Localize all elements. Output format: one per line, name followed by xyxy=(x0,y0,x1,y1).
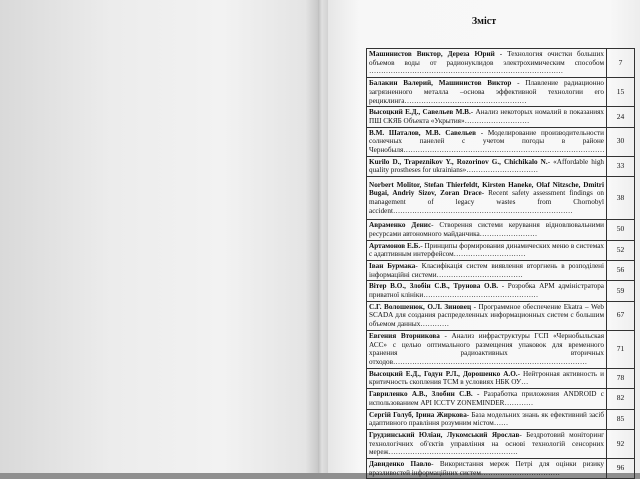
toc-title: - Recent safety assessment findings on management of legacy wastes from Chornobyl accident………………………………………………………………… xyxy=(369,189,605,215)
toc-page-number: 71 xyxy=(607,330,635,368)
toc-title: - Бездротовий моніторинг технологічних об'єктів управління на основі технологій сенсорних мереж……………………………………………… xyxy=(369,430,605,457)
toc-entry xyxy=(367,389,607,409)
toc-authors: Высоцкий Е.Д., Савельев М.В. xyxy=(369,108,471,117)
toc-entry xyxy=(367,330,607,368)
toc-authors: Авраменко Денис xyxy=(369,221,432,230)
toc-page-number: 15 xyxy=(607,78,635,107)
toc-entry xyxy=(367,220,607,240)
toc-authors: В.М. Шаталов, М.В. Савельев xyxy=(369,128,477,137)
toc-row xyxy=(367,156,635,176)
toc-title: - База модельних знань як ефективний засіб адаптивного правління розумним містом…… xyxy=(369,410,604,428)
toc-row xyxy=(367,409,635,429)
toc-page-number: 33 xyxy=(607,156,635,176)
toc-authors: Грудзинський Юліан, Лукомський Ярослав xyxy=(369,430,520,439)
toc-page-number: 30 xyxy=(607,127,635,156)
toc-authors: Евгения Вторникова xyxy=(369,331,440,340)
toc-entry xyxy=(367,78,607,107)
toc-page-number: 50 xyxy=(607,220,635,240)
toc-entry xyxy=(367,240,607,260)
toc-page-number: 7 xyxy=(607,49,635,78)
left-page xyxy=(0,0,318,473)
toc-title: - Нейтронная активность и критичность скопления ТСМ в условиях НБК ОУ… xyxy=(369,369,604,387)
toc-row xyxy=(367,368,635,388)
toc-row xyxy=(367,107,635,127)
toc-row xyxy=(367,301,635,330)
toc-title: - Класифікація систем виявлення вторгнень в розподілені інформаційні системи……………………………… xyxy=(369,261,604,279)
toc-page-number: 78 xyxy=(607,368,635,388)
toc-row xyxy=(367,49,635,78)
toc-title: - Використання мереж Петрі для оцінки ризику вразливостей інформаційних систем…………………………… xyxy=(369,460,604,477)
toc-entry xyxy=(367,409,607,429)
toc-title: - Разработка приложения ANDROID с использованием API ICCTV ZONEMINDER………… xyxy=(369,390,604,407)
toc-authors: Машинистов Виктор, Дереза Юрий xyxy=(369,50,495,58)
toc-row xyxy=(367,260,635,280)
toc-authors: Іван Бурмака xyxy=(369,261,416,270)
toc-authors: Kurilo D., Trapeznikov Y., Rozorinov G., Chichikalo N. xyxy=(369,157,548,166)
table-of-contents xyxy=(366,48,635,479)
toc-page-number: 67 xyxy=(607,301,635,330)
toc-page-number: 85 xyxy=(607,409,635,429)
toc-row xyxy=(367,240,635,260)
toc-authors: Вітер В.О., Злобін С.В., Трунова О.В. xyxy=(369,282,499,291)
toc-title: - Розробка АРМ адміністратора приватної клініки………………………………………… xyxy=(369,282,604,300)
toc-title: - Принципы формирования динамических меню в системах с адаптивным интерфейсом………………………… xyxy=(369,241,604,259)
toc-entry xyxy=(367,459,607,479)
toc-title: - Технология очистки больших объемов воды от радионуклидов электрохимическим способом ……………………………………………………………………… xyxy=(369,50,604,76)
toc-entry xyxy=(367,107,607,127)
toc-page-number: 59 xyxy=(607,281,635,301)
toc-entry xyxy=(367,156,607,176)
toc-authors: Высоцкий Е.Д., Годун Р.Л., Дорошенко А.О. xyxy=(369,369,518,378)
toc-row xyxy=(367,389,635,409)
toc-title: - Моделирование производительности солнечных панелей с учетом погоды в районе Чернобыля………………………………………………………………………… xyxy=(369,128,605,155)
toc-row xyxy=(367,459,635,479)
toc-body xyxy=(367,49,635,479)
toc-row xyxy=(367,177,635,220)
toc-row xyxy=(367,281,635,301)
toc-title: - Анализ некоторых номалий в показаниях ПШ СКЯБ Объекта «Укрытия»……………………… xyxy=(369,108,605,125)
toc-entry xyxy=(367,429,607,458)
toc-page-number: 92 xyxy=(607,429,635,458)
toc-row xyxy=(367,78,635,107)
toc-page-number: 96 xyxy=(607,459,635,479)
toc-authors: Давиденко Павло xyxy=(369,460,432,469)
toc-row xyxy=(367,330,635,368)
toc-row xyxy=(367,220,635,240)
toc-entry xyxy=(367,177,607,220)
toc-authors: Сергій Голуб, Ірина Жиркова xyxy=(369,410,467,419)
toc-entry xyxy=(367,260,607,280)
toc-title: - Анализ инфраструктуры ГСП «Чернобыльская АСС» с целью оптимального размещения упаковок для временного хранения радиоактивных вторичных отходов……………………………………………………………………… xyxy=(369,331,605,366)
toc-page-number: 38 xyxy=(607,177,635,220)
toc-title: - Программное обеспечение Ekatra – Web SCADA для создания распределенных информационных систем с большим объемом данных………… xyxy=(369,302,604,329)
toc-authors: С.Г. Волошенюк, О.Л. Зиновец xyxy=(369,302,472,311)
book-spine xyxy=(318,0,328,473)
toc-entry xyxy=(367,281,607,301)
toc-title: - «Affordable high quality prostheses for ukrainians»………………………… xyxy=(369,157,605,175)
toc-authors: Балакин Валерий, Машинистов Виктор xyxy=(369,79,512,88)
toc-authors: Norbert Molitor, Stefan Thierfeldt, Kirsten Haneke, Olaf Nitzsche, Dmitri Bugai, Andriy Sizov, Zoran Drace xyxy=(369,180,604,198)
toc-row xyxy=(367,127,635,156)
toc-title: - Плавление радиационно загрязненного металла –основа эффективной технологии его рециклинга…………………………………………… xyxy=(369,79,605,105)
toc-page-number: 24 xyxy=(607,107,635,127)
toc-page-number: 56 xyxy=(607,260,635,280)
toc-page-number: 52 xyxy=(607,240,635,260)
toc-page-number: 82 xyxy=(607,389,635,409)
page-heading: Зміст xyxy=(471,16,497,27)
toc-title: - Створення системи керування відновлювальними ресурсами автономного майданчика…………………… xyxy=(369,221,604,238)
toc-row xyxy=(367,429,635,458)
toc-entry xyxy=(367,301,607,330)
toc-entry xyxy=(367,49,607,78)
toc-authors: Гавриленко А.В., Злобин С.В. xyxy=(369,390,473,399)
toc-entry xyxy=(367,368,607,388)
toc-entry xyxy=(367,127,607,156)
toc-authors: Артамонов Е.Б. xyxy=(369,241,421,250)
